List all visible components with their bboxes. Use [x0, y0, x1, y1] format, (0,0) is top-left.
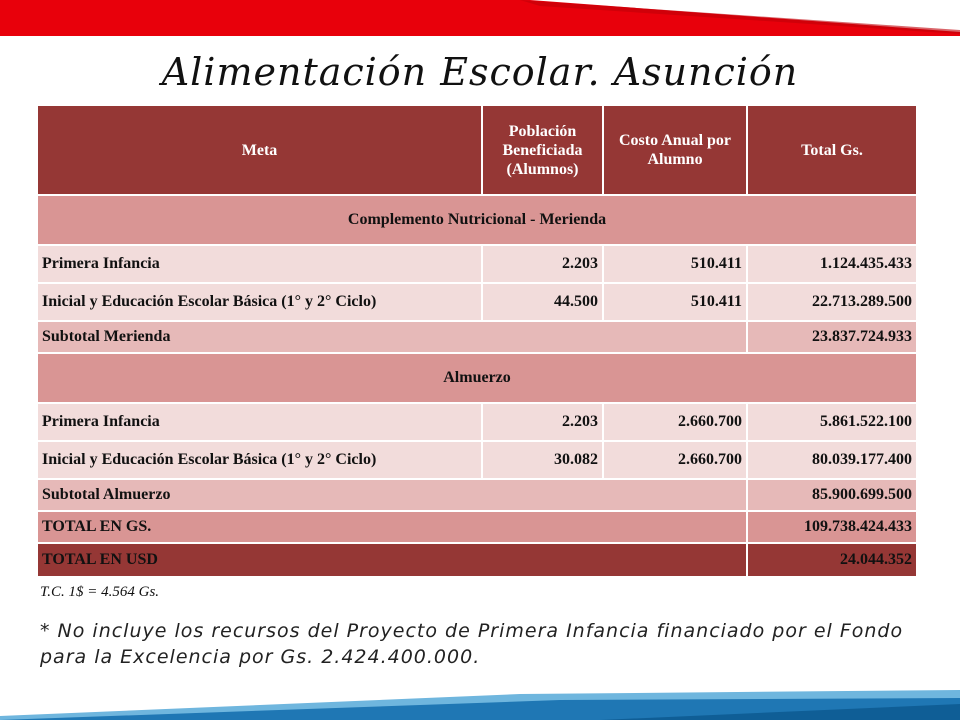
subtotal-row-merienda — [37, 321, 917, 353]
subtotal-label: Subtotal Merienda — [37, 321, 747, 353]
subtotal-value: 23.837.724.933 — [747, 321, 917, 353]
cell-costo: 2.660.700 — [603, 403, 747, 441]
header-meta: Meta — [37, 105, 482, 195]
cell-poblacion: 2.203 — [482, 403, 603, 441]
cell-costo: 2.660.700 — [603, 441, 747, 479]
total-usd-value: 24.044.352 — [747, 543, 917, 577]
cell-poblacion: 44.500 — [482, 283, 603, 321]
subtotal-value: 85.900.699.500 — [747, 479, 917, 511]
table-row — [37, 403, 917, 441]
section-title: Complemento Nutricional - Merienda — [37, 195, 917, 245]
cell-total: 5.861.522.100 — [747, 403, 917, 441]
cell-total: 1.124.435.433 — [747, 245, 917, 283]
footnote: * No incluye los recursos del Proyecto de Primera Infancia financiado por el Fondo para la Excelencia por Gs. 2.424.400.000. — [40, 620, 904, 668]
cell-total: 80.039.177.400 — [747, 441, 917, 479]
cell-poblacion: 30.082 — [482, 441, 603, 479]
page-title: Alimentación Escolar. Asunción — [161, 50, 799, 94]
cell-meta: Inicial y Educación Escolar Básica (1° y 2° Ciclo) — [37, 283, 482, 321]
cell-costo: 510.411 — [603, 245, 747, 283]
section-row-merienda — [37, 195, 917, 245]
header-costo: Costo Anual por Alumno — [603, 105, 747, 195]
subtotal-row-almuerzo — [37, 479, 917, 511]
bottom-blue-banner — [0, 660, 960, 720]
cell-meta: Primera Infancia — [37, 403, 482, 441]
header-total: Total Gs. — [747, 105, 917, 195]
section-title: Almuerzo — [37, 353, 917, 403]
total-gs-row — [37, 511, 917, 543]
exchange-rate-note: T.C. 1$ = 4.564 Gs. — [40, 584, 160, 600]
top-red-banner — [0, 0, 960, 40]
table-row — [37, 283, 917, 321]
section-row-almuerzo — [37, 353, 917, 403]
cell-meta: Inicial y Educación Escolar Básica (1° y 2° Ciclo) — [37, 441, 482, 479]
feeding-cost-table — [36, 104, 918, 578]
total-usd-label: TOTAL EN USD — [37, 543, 747, 577]
cell-meta: Primera Infancia — [37, 245, 482, 283]
total-gs-value: 109.738.424.433 — [747, 511, 917, 543]
table-row — [37, 441, 917, 479]
subtotal-label: Subtotal Almuerzo — [37, 479, 747, 511]
cell-poblacion: 2.203 — [482, 245, 603, 283]
total-gs-label: TOTAL EN GS. — [37, 511, 747, 543]
table-row — [37, 245, 917, 283]
cell-costo: 510.411 — [603, 283, 747, 321]
table-header-row — [37, 105, 917, 195]
total-usd-row — [37, 543, 917, 577]
header-poblacion: Población Beneficiada (Alumnos) — [482, 105, 603, 195]
cell-total: 22.713.289.500 — [747, 283, 917, 321]
